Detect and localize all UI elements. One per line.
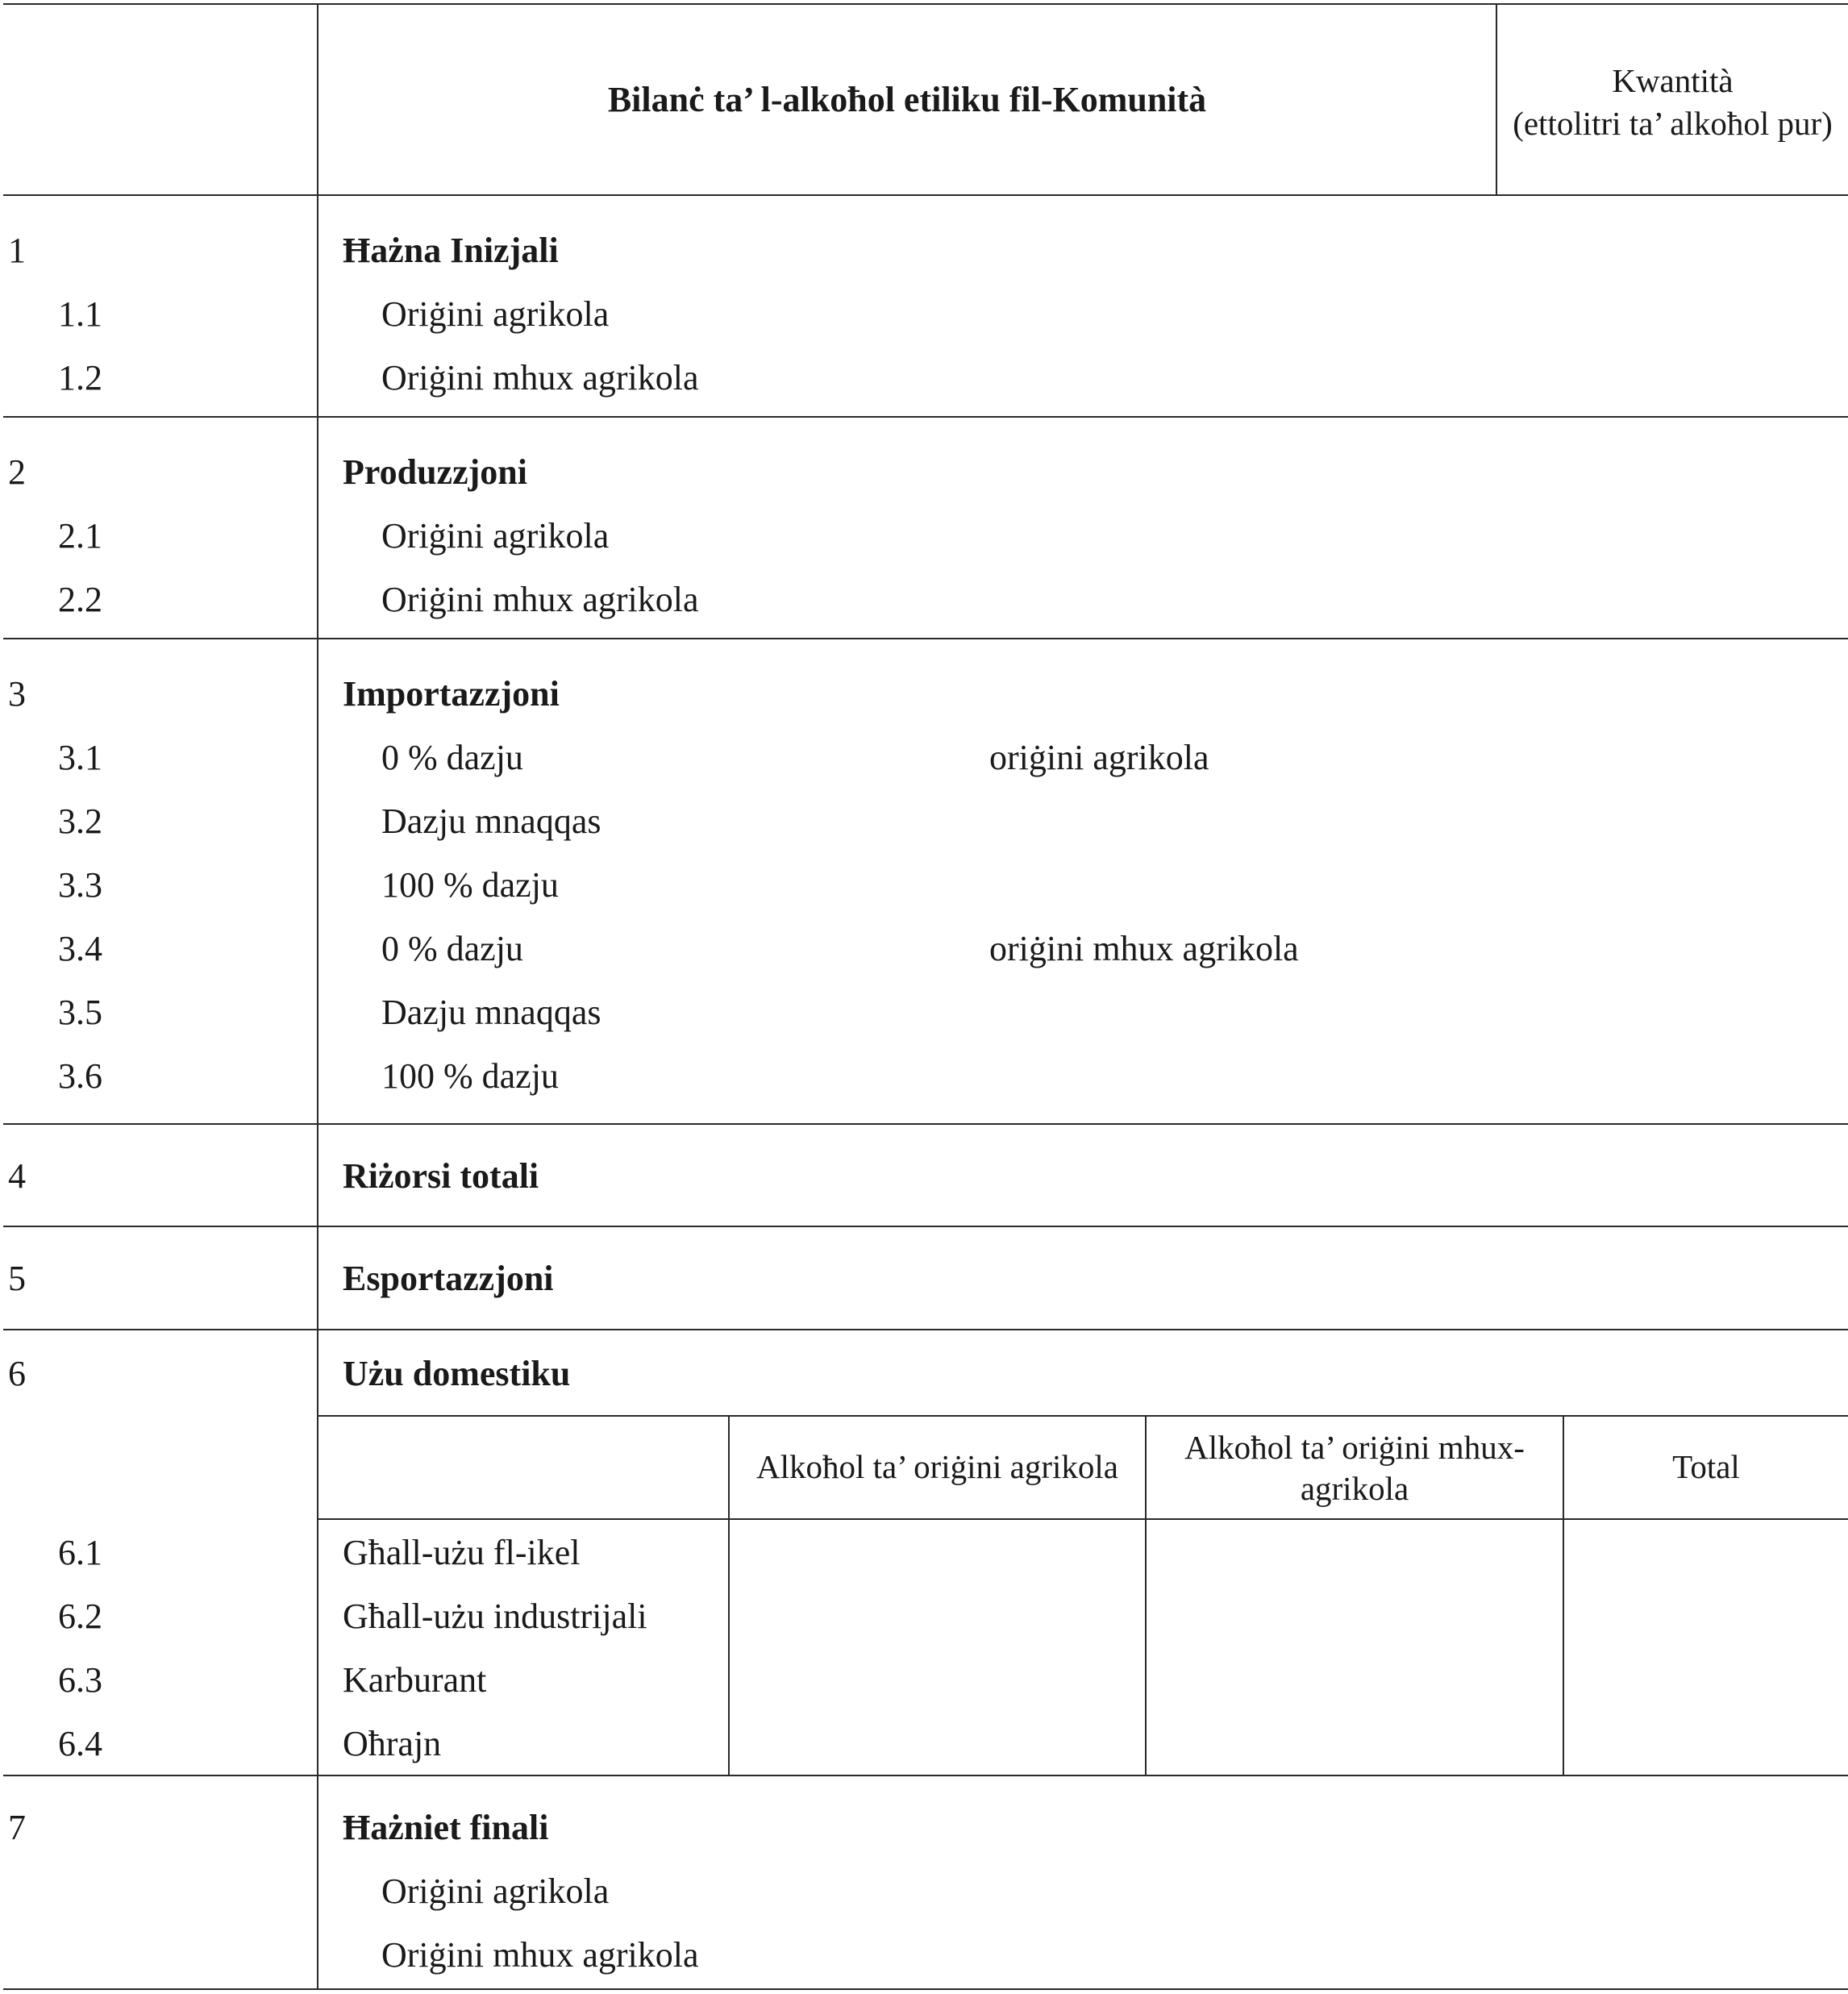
row-number: 1.1 [58,294,102,334]
section-divider [3,1329,1848,1330]
section-title: Produzzjoni [343,452,527,492]
section-title: Riżorsi totali [343,1156,539,1196]
column-header-total: Total [1672,1448,1740,1485]
section-number: 5 [8,1259,26,1298]
row-label: Oriġini agrikola [381,1871,610,1911]
row-number: 3.1 [58,738,102,777]
column-header-non-agricultural-cont: agrikola [1300,1470,1409,1507]
row-number: 2.2 [58,580,102,619]
row-number: 1.2 [58,358,102,398]
row-number: 3.2 [58,801,102,841]
table-top-border [3,3,1848,5]
subtable-col-border [1145,1415,1147,1776]
row-label: Karburant [343,1660,487,1700]
row-number: 2.1 [58,516,102,556]
section-divider [3,1226,1848,1227]
section-divider [3,1123,1848,1125]
row-number: 6.2 [58,1596,102,1636]
row-label: 100 % dazju [381,1056,559,1096]
subtable-top-border [318,1415,1848,1417]
row-label: 0 % dazju [381,738,523,777]
table-title: Bilanċ ta’ l-alkoħol etiliku fil-Komunità [607,80,1207,119]
row-label: Għall-użu fl-ikel [343,1533,581,1572]
section-divider [3,638,1848,639]
section-divider [3,1775,1848,1776]
row-number: 3.3 [58,865,102,905]
table-bottom-border [3,1988,1848,1990]
section-number: 2 [8,452,26,492]
section-number: 6 [8,1354,26,1393]
section-number: 7 [8,1808,26,1847]
section-number: 3 [8,674,26,714]
row-number: 6.3 [58,1660,102,1700]
row-label: Oriġini mhux agrikola [381,580,699,619]
origin-label: oriġini agrikola [989,738,1209,777]
section-title: Użu domestiku [343,1354,571,1393]
row-number: 6.1 [58,1533,102,1572]
section-number: 1 [8,231,26,270]
row-label: Għall-użu industrijali [343,1596,647,1636]
row-label: Oriġini agrikola [381,516,610,556]
header-bottom-border [3,194,1848,196]
quantity-column-border [1496,3,1497,196]
section-divider [3,416,1848,418]
row-label: Oriġini mhux agrikola [381,1935,699,1975]
row-label: Oriġini mhux agrikola [381,358,699,398]
section-title: Importazzjoni [343,674,560,714]
column-header-non-agricultural: Alkoħol ta’ oriġini mhux- [1184,1429,1525,1466]
row-label: 0 % dazju [381,929,523,968]
quantity-unit: (ettolitri ta’ alkoħol pur) [1513,105,1833,142]
section-title: Ħażniet finali [343,1808,549,1847]
row-number: 3.6 [58,1056,102,1096]
number-column-border [317,3,318,1990]
section-title: Ħażna Inizjali [343,231,559,270]
origin-label: oriġini mhux agrikola [989,929,1299,968]
row-label: Dazju mnaqqas [381,801,601,841]
row-number: 3.4 [58,929,102,968]
column-header-agricultural: Alkoħol ta’ oriġini agrikola [756,1448,1118,1485]
row-label: 100 % dazju [381,865,559,905]
row-label: Dazju mnaqqas [381,993,601,1032]
row-label: Oriġini agrikola [381,294,610,334]
subtable-header-border [318,1518,1848,1520]
section-number: 4 [8,1156,26,1196]
row-number: 6.4 [58,1724,102,1763]
row-number: 3.5 [58,993,102,1032]
row-label: Oħrajn [343,1724,442,1763]
section-title: Esportazzjoni [343,1259,554,1298]
quantity-header: Kwantità [1612,62,1734,99]
